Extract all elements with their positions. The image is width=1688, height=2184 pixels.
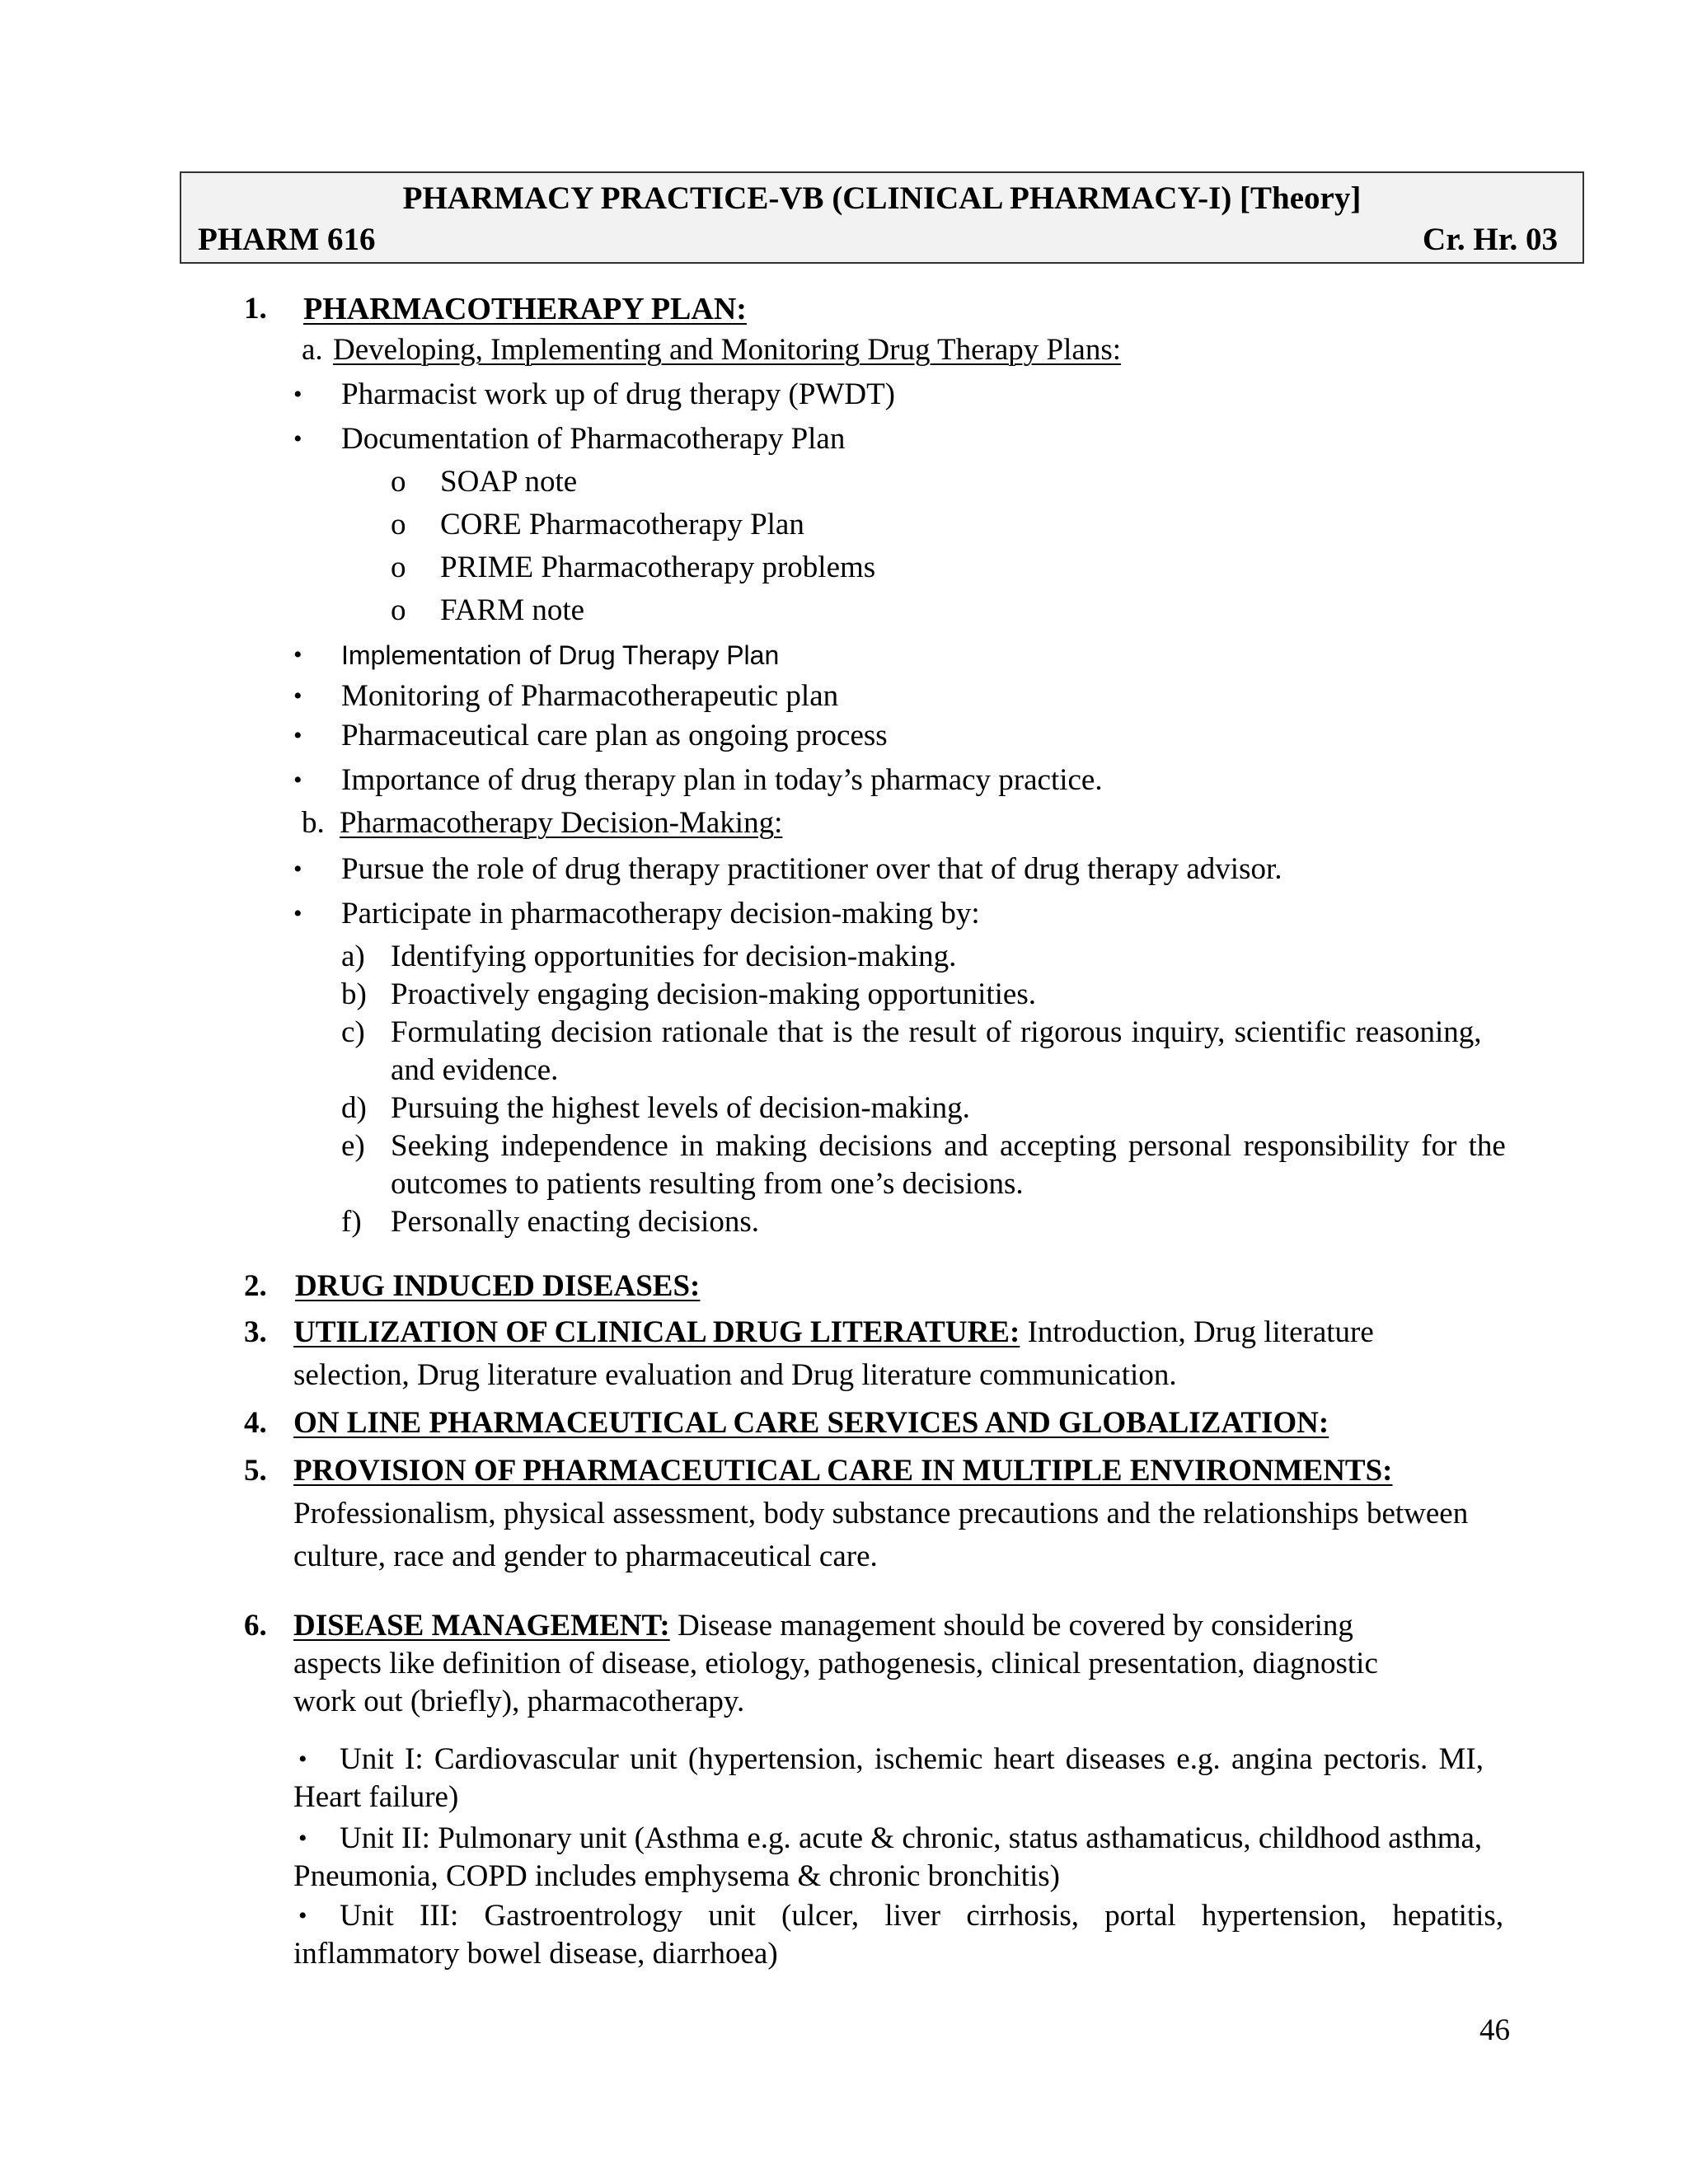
- bullet-icon: •: [293, 722, 302, 749]
- circle-bullet-icon: o: [391, 593, 406, 627]
- course-header: [180, 171, 1584, 264]
- bullet-icon: •: [293, 766, 302, 794]
- bullet-icon: •: [293, 682, 302, 710]
- section-2-title: DRUG INDUCED DISEASES:: [295, 1269, 701, 1303]
- subsection-a-marker: a.: [302, 333, 323, 367]
- list-item: PRIME Pharmacotherapy problems: [440, 551, 876, 584]
- section-3-title: UTILIZATION OF CLINICAL DRUG LITERATURE:: [293, 1315, 1020, 1349]
- section-6-number: 6.: [244, 1609, 267, 1643]
- circle-bullet-icon: o: [391, 551, 406, 584]
- section-6-title: DISEASE MANAGEMENT:: [293, 1609, 670, 1643]
- list-item: Formulating decision rationale that is the result of rigorous inquiry, scientific reasoning,: [391, 1015, 1482, 1049]
- item-marker: c): [341, 1015, 365, 1049]
- item-marker: d): [341, 1091, 367, 1125]
- unit-item: Unit III: Gastroentrology unit (ulcer, liver cirrhosis, portal hypertension, hepatitis,: [340, 1899, 1504, 1933]
- subsection-b-marker: b.: [302, 806, 325, 840]
- section-6-text-continued: work out (briefly), pharmacotherapy.: [293, 1685, 745, 1718]
- item-marker: f): [341, 1205, 362, 1239]
- section-5-number: 5.: [244, 1454, 267, 1488]
- list-item: Proactively engaging decision-making opportunities.: [391, 977, 1036, 1011]
- circle-bullet-icon: o: [391, 465, 406, 499]
- bullet-icon: •: [298, 1902, 307, 1929]
- subsection-a-title: Developing, Implementing and Monitoring Drug Therapy Plans:: [333, 333, 1122, 367]
- section-6-text: Disease management should be covered by considering: [669, 1609, 1353, 1643]
- list-item: FARM note: [440, 593, 585, 627]
- list-item: Implementation of Drug Therapy Plan: [341, 640, 780, 670]
- section-4-title: ON LINE PHARMACEUTICAL CARE SERVICES AND GLOBALIZATION:: [293, 1406, 1329, 1440]
- section-5-title: PROVISION OF PHARMACEUTICAL CARE IN MULTIPLE ENVIRONMENTS:: [293, 1454, 1393, 1488]
- section-4-number: 4.: [244, 1406, 267, 1440]
- list-item: Documentation of Pharmacotherapy Plan: [341, 422, 846, 456]
- section-3-number: 3.: [244, 1315, 267, 1349]
- list-item-continued: outcomes to patients resulting from one’s decisions.: [391, 1167, 1024, 1201]
- list-item: Seeking independence in making decisions and accepting personal responsibility for the: [391, 1129, 1506, 1163]
- section-2-number: 2.: [244, 1269, 267, 1303]
- bullet-icon: •: [298, 1825, 307, 1852]
- bullet-icon: •: [293, 425, 302, 452]
- page-number: 46: [1479, 2013, 1510, 2047]
- item-marker: a): [341, 940, 365, 973]
- unit-item: Unit II: Pulmonary unit (Asthma e.g. acute & chronic, status asthamaticus, childhood asthma,: [340, 1821, 1483, 1855]
- item-marker: b): [341, 977, 367, 1011]
- list-item: Importance of drug therapy plan in today’s pharmacy practice.: [341, 763, 1103, 797]
- list-item-continued: and evidence.: [391, 1053, 559, 1087]
- unit-item-continued: Heart failure): [293, 1780, 459, 1814]
- bullet-icon: •: [293, 381, 302, 408]
- unit-item-continued: Pneumonia, COPD includes emphysema & chronic bronchitis): [293, 1859, 1060, 1893]
- list-item: Personally enacting decisions.: [391, 1205, 759, 1239]
- unit-item: Unit I: Cardiovascular unit (hypertension, ischemic heart diseases e.g. angina pectoris. MI,: [340, 1742, 1484, 1776]
- item-marker: e): [341, 1129, 365, 1163]
- section-3-heading: [293, 1314, 1374, 1352]
- list-item: Pharmaceutical care plan as ongoing process: [341, 719, 888, 752]
- list-item: Identifying opportunities for decision-making.: [391, 940, 957, 973]
- list-item: CORE Pharmacotherapy Plan: [440, 508, 804, 541]
- section-6-heading: [293, 1607, 1353, 1645]
- subsection-b-title: Pharmacotherapy Decision-Making:: [340, 806, 783, 840]
- section-5-text: Professionalism, physical assessment, body substance precautions and the relationships between: [293, 1497, 1469, 1530]
- list-item: Monitoring of Pharmacotherapeutic plan: [341, 679, 839, 713]
- section-1-title: PHARMACOTHERAPY PLAN:: [303, 292, 747, 326]
- section-3-text: Introduction, Drug literature: [1020, 1315, 1374, 1349]
- bullet-icon: •: [293, 641, 302, 668]
- list-item: Pharmacist work up of drug therapy (PWDT): [341, 377, 895, 411]
- section-3-text-continued: selection, Drug literature evaluation and Drug literature communication.: [293, 1358, 1177, 1392]
- list-item: Participate in pharmacotherapy decision-making by:: [341, 897, 980, 930]
- bullet-icon: •: [293, 855, 302, 883]
- list-item: Pursue the role of drug therapy practitioner over that of drug therapy advisor.: [341, 852, 1282, 886]
- course-code: PHARM 616: [198, 222, 376, 257]
- credit-hours: Cr. Hr. 03: [1423, 222, 1558, 257]
- list-item: SOAP note: [440, 465, 578, 499]
- section-6-text-continued: aspects like definition of disease, etiology, pathogenesis, clinical presentation, diagnostic: [293, 1647, 1378, 1680]
- circle-bullet-icon: o: [391, 508, 406, 541]
- bullet-icon: •: [293, 900, 302, 927]
- course-title: PHARMACY PRACTICE-VB (CLINICAL PHARMACY-I) [Theory]: [402, 180, 1362, 216]
- bullet-icon: •: [298, 1746, 307, 1773]
- section-1-number: 1.: [244, 292, 267, 326]
- unit-item-continued: inflammatory bowel disease, diarrhoea): [293, 1937, 778, 1971]
- section-5-text-continued: culture, race and gender to pharmaceutical care.: [293, 1540, 878, 1573]
- list-item: Pursuing the highest levels of decision-making.: [391, 1091, 970, 1125]
